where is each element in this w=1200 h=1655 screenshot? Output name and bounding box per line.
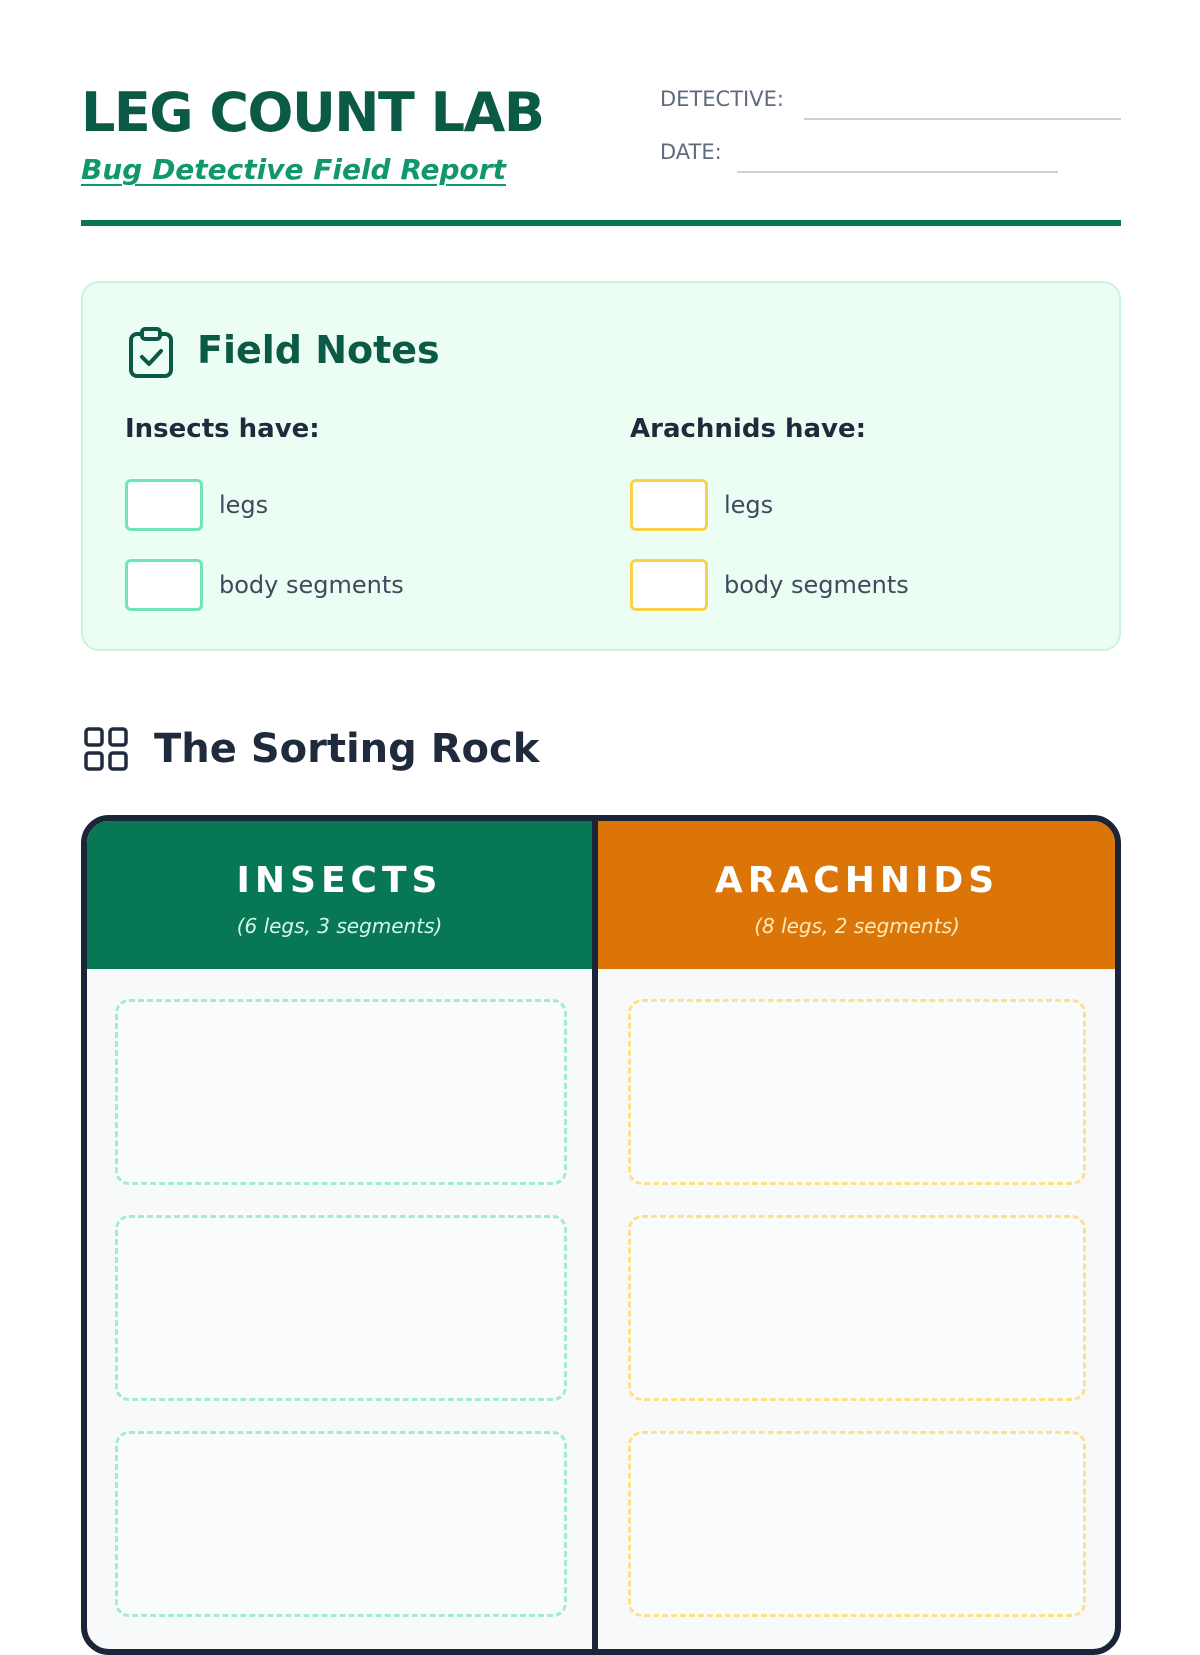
arachnids-sort-slot[interactable] [628,1431,1086,1617]
insects-have-heading: Insects have: [125,414,320,444]
arachnids-column-title: ARACHNIDS [714,860,1000,901]
insects-column-header [87,821,592,969]
insects-segments-answer-box[interactable] [125,559,203,611]
header-divider [81,220,1121,226]
sorting-rock-title: The Sorting Rock [154,726,540,772]
column-divider [592,821,598,1649]
arachnids-sort-slot[interactable] [628,999,1086,1185]
arachnids-column-header [598,821,1116,969]
arachnids-have-heading: Arachnids have: [630,414,867,444]
arachnids-column-description: (8 legs, 2 segments) [754,914,960,938]
insects-sort-slot[interactable] [115,1215,567,1401]
insects-legs-label: legs [219,491,269,519]
date-field[interactable] [737,171,1058,173]
page-subtitle: Bug Detective Field Report [81,153,506,186]
clipboard-check-icon [128,327,174,379]
worksheet-page [81,0,1121,1600]
date-label: DATE: [660,140,722,164]
insects-column-description: (6 legs, 3 segments) [236,914,443,938]
field-notes-panel [81,281,1121,651]
arachnids-legs-label: legs [724,491,774,519]
insects-sort-slot[interactable] [115,999,567,1185]
insects-column-title: INSECTS [236,860,443,901]
arachnids-segments-label: body segments [724,571,909,599]
insects-sort-slot[interactable] [115,1431,567,1617]
grid-icon [84,727,128,771]
page-title: LEG COUNT LAB [81,81,544,144]
sorting-board [81,815,1121,1655]
detective-name-field[interactable] [804,118,1121,120]
arachnids-segments-answer-box[interactable] [630,559,708,611]
field-notes-title: Field Notes [197,328,440,372]
arachnids-sort-slot[interactable] [628,1215,1086,1401]
detective-label: DETECTIVE: [660,87,784,111]
insects-legs-answer-box[interactable] [125,479,203,531]
arachnids-legs-answer-box[interactable] [630,479,708,531]
insects-segments-label: body segments [219,571,404,599]
